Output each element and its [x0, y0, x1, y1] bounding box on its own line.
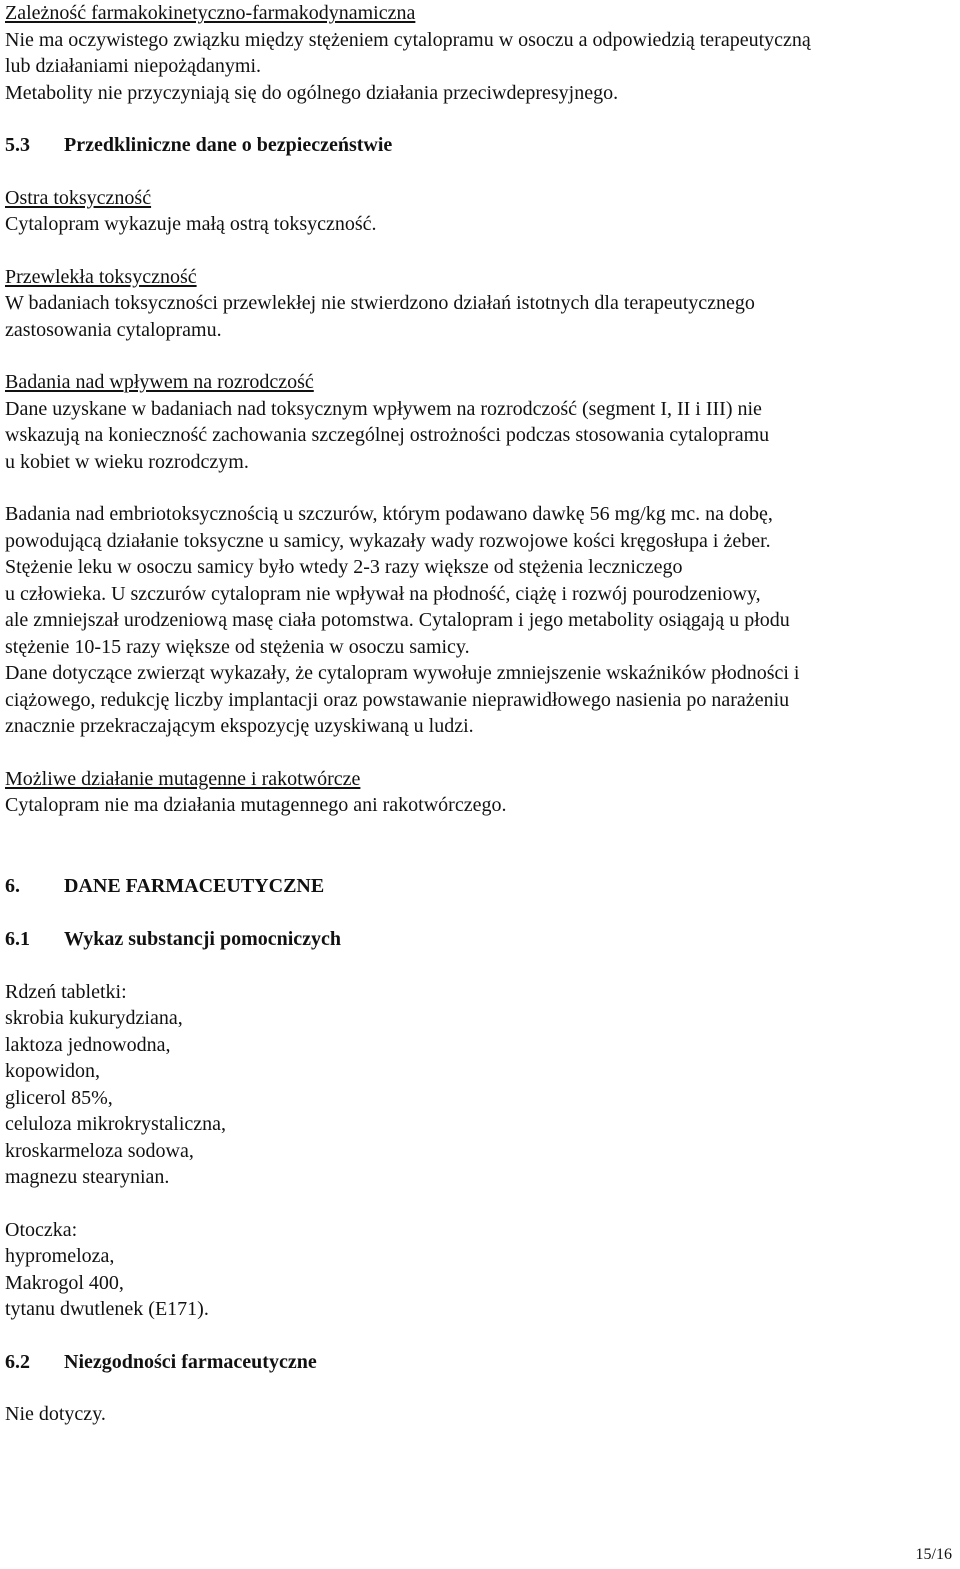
- list-item: kopowidon,: [5, 1060, 100, 1082]
- embryotoxicity-line: Dane dotyczące zwierząt wykazały, że cytalopram wywołuje zmniejszenie wskaźników płodności i: [5, 662, 800, 684]
- incompatibilities-text: Nie dotyczy.: [5, 1403, 106, 1425]
- coating-list: [5, 1243, 935, 1323]
- tablet-core-label: Rdzeń tabletki:: [5, 980, 127, 1003]
- section-6-1-heading: [5, 926, 935, 953]
- section-number: 6.1: [5, 928, 30, 950]
- list-item: laktoza jednowodna,: [5, 1033, 171, 1056]
- section-number: 6.: [5, 874, 20, 897]
- section-number: 5.3: [5, 134, 30, 156]
- acute-toxicity-text: Cytalopram wykazuje małą ostrą toksyczność.: [5, 213, 377, 235]
- mutagenicity-text: Cytalopram nie ma działania mutagennego ani rakotwórczego.: [5, 794, 507, 816]
- embryotoxicity-line: znacznie przekraczającym ekspozycję uzyskiwaną u ludzi.: [5, 715, 474, 737]
- list-item: glicerol 85%,: [5, 1086, 113, 1109]
- list-item: skrobia kukurydziana,: [5, 1007, 183, 1029]
- list-item: hypromeloza,: [5, 1245, 115, 1267]
- reproduction-text: u kobiet w wieku rozrodczym.: [5, 450, 249, 473]
- list-item: magnezu stearynian.: [5, 1166, 170, 1188]
- reproduction-text: Dane uzyskane w badaniach nad toksycznym wpływem na rozrodczość (segment I, II i III) nie: [5, 397, 762, 420]
- tablet-core-list: [5, 1005, 935, 1191]
- section-title: Wykaz substancji pomocniczych: [64, 928, 342, 950]
- embryotoxicity-line: stężenie 10-15 razy większe od stężenia w osoczu samicy.: [5, 635, 470, 658]
- list-item: celuloza mikrokrystaliczna,: [5, 1113, 227, 1135]
- pkpd-text-line: Metabolity nie przyczyniają się do ogólnego działania przeciwdepresyjnego.: [5, 81, 619, 104]
- reproduction-heading: Badania nad wpływem na rozrodczość: [5, 371, 314, 393]
- embryotoxicity-line: ciążowego, redukcję liczby implantacji oraz powstawanie nieprawidłowego nasienia po narażeniu: [5, 688, 790, 711]
- section-5-3-heading: [5, 132, 935, 159]
- section-6-heading: [5, 873, 935, 900]
- pkpd-heading: Zależność farmakokinetyczno-farmakodynamiczna: [5, 2, 416, 24]
- embryotoxicity-line: Stężenie leku w osoczu samicy było wtedy 2-3 razy większe od stężenia leczniczego: [5, 556, 683, 578]
- embryotoxicity-line: powodującą działanie toksyczne u samicy, wykazały wady rozwojowe kości kręgosłupa i żeber.: [5, 529, 771, 552]
- section-title: Niezgodności farmaceutyczne: [64, 1350, 317, 1373]
- embryotoxicity-line: ale zmniejszał urodzeniową masę ciała potomstwa. Cytalopram i jego metabolity osiągają u płodu: [5, 609, 790, 631]
- section-number: 6.2: [5, 1350, 30, 1373]
- document-page: [5, 0, 935, 1428]
- section-title: DANE FARMACEUTYCZNE: [64, 874, 325, 897]
- page-number: 15/16: [915, 1546, 952, 1563]
- embryotoxicity-paragraph: [5, 501, 935, 740]
- section-title: Przedkliniczne dane o bezpieczeństwie: [64, 134, 393, 156]
- acute-toxicity-heading: Ostra toksyczność: [5, 186, 152, 209]
- list-item: Makrogol 400,: [5, 1271, 124, 1294]
- chronic-toxicity-text: zastosowania cytalopramu.: [5, 318, 222, 341]
- list-item: kroskarmeloza sodowa,: [5, 1139, 194, 1162]
- reproduction-text: wskazują na konieczność zachowania szczególnej ostrożności podczas stosowania cytalopramu: [5, 424, 770, 446]
- embryotoxicity-line: Badania nad embriotoksycznością u szczurów, którym podawano dawkę 56 mg/kg mc. na dobę,: [5, 503, 773, 525]
- pkpd-text-line: lub działaniami niepożądanymi.: [5, 55, 262, 77]
- chronic-toxicity-text: W badaniach toksyczności przewlekłej nie stwierdzono działań istotnych dla terapeutycznego: [5, 292, 755, 314]
- section-6-2-heading: [5, 1349, 935, 1376]
- chronic-toxicity-heading: Przewlekła toksyczność: [5, 265, 197, 288]
- list-item: tytanu dwutlenek (E171).: [5, 1298, 209, 1320]
- embryotoxicity-line: u człowieka. U szczurów cytalopram nie wpływał na płodność, ciążę i rozwój pourodzeniowy,: [5, 582, 761, 605]
- mutagenicity-heading: Możliwe działanie mutagenne i rakotwórcze: [5, 767, 361, 790]
- pkpd-text-line: Nie ma oczywistego związku między stężeniem cytalopramu w osoczu a odpowiedzią terapeutyczną: [5, 28, 811, 51]
- coating-label: Otoczka:: [5, 1218, 78, 1241]
